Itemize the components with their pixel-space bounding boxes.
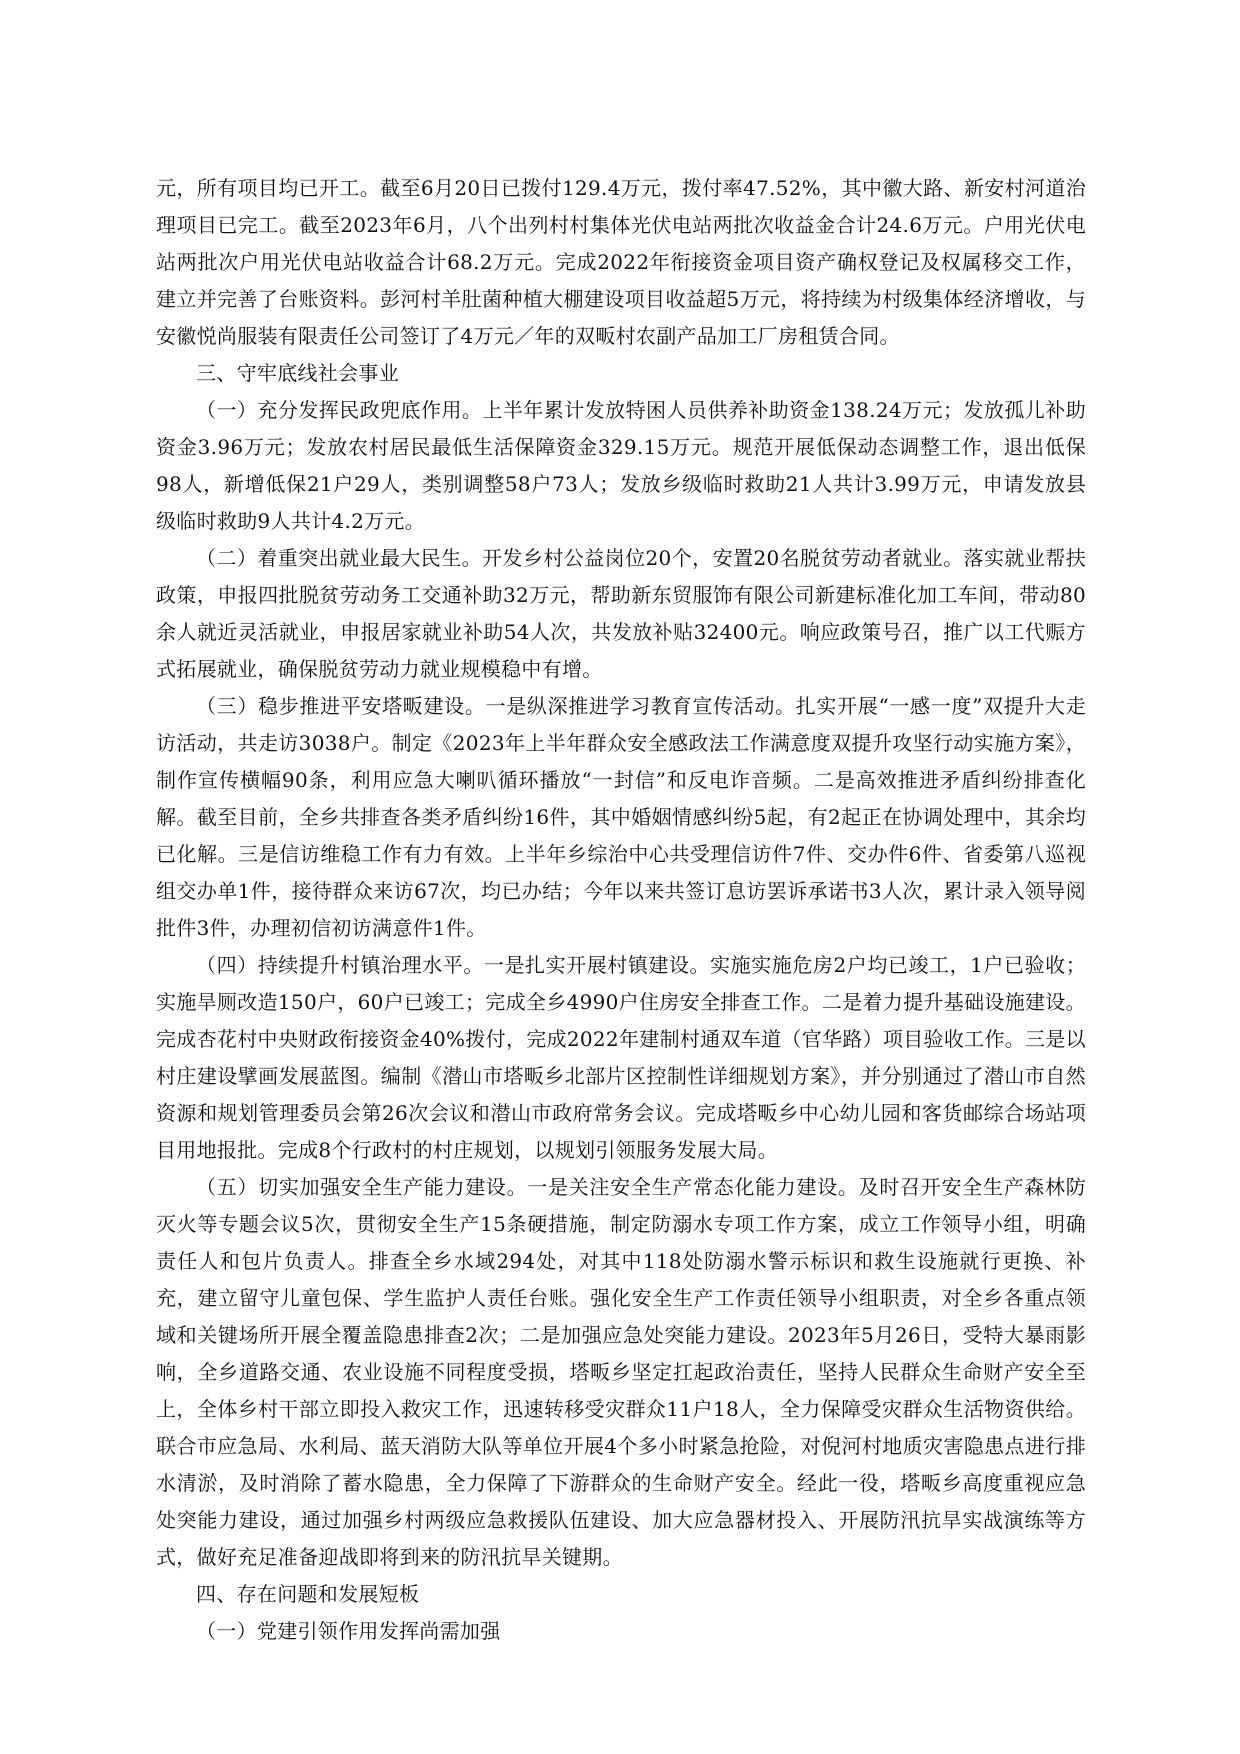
paragraph-employment: （二）着重突出就业最大民生。开发乡村公益岗位20个，安置20名脱贫劳动者就业。落实就业帮扶政策，申报四批脱贫劳动务工交通补助32万元，帮助新东贸服饰有限公司新建标准化加工车间，带动80余人就近灵活就业，申报居家就业补助54人次，共发放补贴32400元。响应政策号召，推广以工代赈方式拓展就业，确保脱贫劳动力就业规模稳中有增。	[156, 546, 1086, 681]
section-heading-4: 四、存在问题和发展短板	[196, 1582, 420, 1606]
paragraph-safety-construction: （三）稳步推进平安塔畈建设。一是纵深推进学习教育宣传活动。扎实开展“一感一度”双提升大走访活动，共走访3038户。制定《2023年上半年群众安全感政法工作满意度双提升攻坚行动实施方案》，制作宣传横幅90条，利用应急大喇叭循环播放“一封信”和反电诈音频。二是高效推进矛盾纠纷排查化解。截至目前，全乡共排查各类矛盾纠纷16件，其中婚姻情感纠纷5起，有2起正在协调处理中，其余均已化解。三是信访维稳工作有力有效。上半年乡综治中心共受理信访件7件、交办件6件、省委第八巡视组交办单1件，接待群众来访67次，均已办结；今年以来共签订息访罢诉承诺书3人次，累计录入领导阅批件3件，办理初信初访满意件1件。	[156, 694, 1086, 940]
paragraph-civil-affairs: （一）充分发挥民政兜底作用。上半年累计发放特困人员供养补助资金138.24万元；发放孤儿补助资金3.96万元；发放农村居民最低生活保障资金329.15万元。规范开展低保动态调整工作，退出低保98人，新增低保21户29人，类别调整58户73人；发放乡级临时救助21人共计3.99万元，申请发放县级临时救助9人共计4.2万元。	[156, 398, 1086, 533]
document-page	[156, 170, 1086, 1650]
paragraph-continuation: 元，所有项目均已开工。截至6月20日已拨付129.4万元，拨付率47.52%，其中徽大路、新安村河道治理项目已完工。截至2023年6月，八个出列村村集体光伏电站两批次收益金合计24.6万元。户用光伏电站两批次户用光伏电站收益合计68.2万元。完成2022年衔接资金项目资产确权登记及权属移交工作，建立并完善了台账资料。彭河村羊肚菌种植大棚建设项目收益超5万元，将持续为村级集体经济增收，与安徽悦尚服装有限责任公司签订了4万元／年的双畈村农副产品加工厂房租赁合同。	[156, 176, 1086, 348]
paragraph-village-governance: （四）持续提升村镇治理水平。一是扎实开展村镇建设。实施实施危房2户均已竣工，1户已验收；实施旱厕改造150户，60户已竣工；完成全乡4990户住房安全排查工作。二是着力提升基础设施建设。完成杏花村中央财政衔接资金40%拨付，完成2022年建制村通双车道（官华路）项目验收工作。三是以村庄建设擘画发展蓝图。编制《潜山市塔畈乡北部片区控制性详细规划方案》，并分别通过了潜山市自然资源和规划管理委员会第26次会议和潜山市政府常务会议。完成塔畈乡中心幼儿园和客货邮综合场站项目用地报批。完成8个行政村的村庄规划，以规划引领服务发展大局。	[156, 953, 1086, 1162]
subheading-party-building: （一）党建引领作用发挥尚需加强	[196, 1619, 501, 1643]
paragraph-production-safety: （五）切实加强安全生产能力建设。一是关注安全生产常态化能力建设。及时召开安全生产森林防灭火等专题会议5次，贯彻安全生产15条硬措施，制定防溺水专项工作方案，成立工作领导小组，明确责任人和包片负责人。排查全乡水域294处，对其中118处防溺水警示标识和救生设施就行更换、补充，建立留守儿童包保、学生监护人责任台账。强化安全生产工作责任领导小组职责，对全乡各重点领域和关键场所开展全覆盖隐患排查2次；二是加强应急处突能力建设。2023年5月26日，受特大暴雨影响，全乡道路交通、农业设施不同程度受损，塔畈乡坚定扛起政治责任，坚持人民群众生命财产安全至上，全体乡村干部立即投入救灾工作，迅速转移受灾群众11户18人，全力保障受灾群众生活物资供给。联合市应急局、水利局、蓝天消防大队等单位开展4个多小时紧急抢险，对倪河村地质灾害隐患点进行排水清淤，及时消除了蓄水隐患，全力保障了下游群众的生命财产安全。经此一役，塔畈乡高度重视应急处突能力建设，通过加强乡村两级应急救援队伍建设、加大应急器材投入、开展防汛抗旱实战演练等方式，做好充足准备迎战即将到来的防汛抗旱关键期。	[156, 1175, 1086, 1569]
section-heading-3: 三、守牢底线社会事业	[196, 361, 399, 385]
